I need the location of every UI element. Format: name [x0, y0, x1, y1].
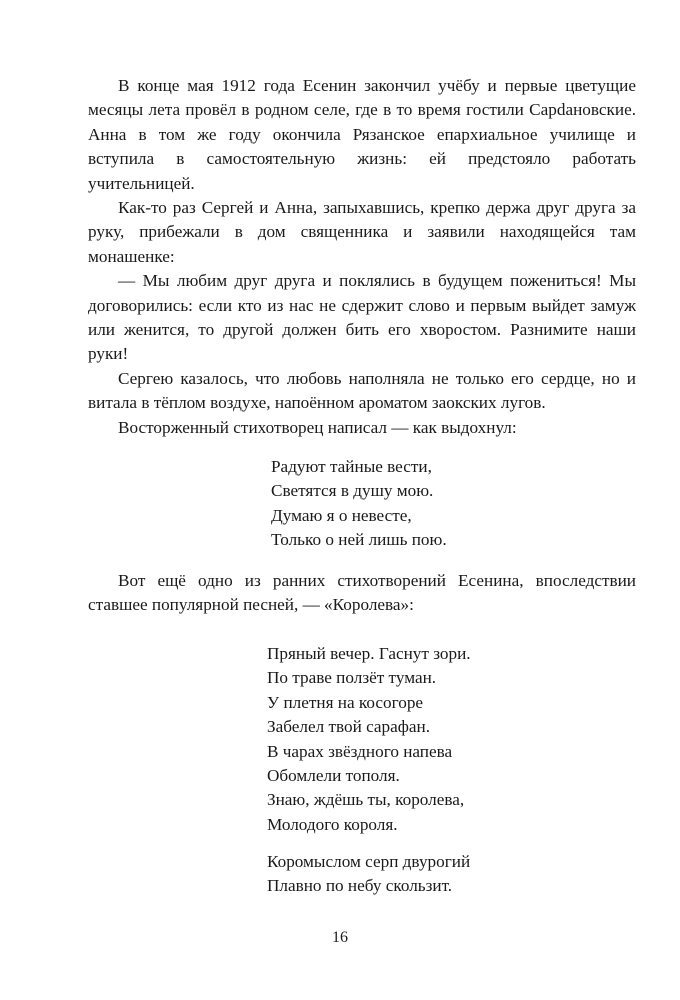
paragraph: Восторженный стихотворец написал — как выдохнул:: [118, 417, 517, 437]
page-number: 16: [332, 929, 348, 946]
verse-line: Забелел твой сарафан.: [267, 717, 431, 737]
poem-stanza: [271, 455, 447, 553]
verse-line: Молодого короля.: [267, 814, 398, 834]
prose-block: [88, 569, 636, 618]
verse-line: По траве ползёт туман.: [267, 668, 437, 688]
verse-line: У плетня на косогоре: [267, 692, 424, 712]
paragraph: Вот ещё одно из ранних стихотворений Есенина, впоследствии ставшее популярной песней, — «Королева»:: [88, 571, 636, 615]
verse-line: Пряный вечер. Гаснут зори.: [267, 644, 471, 663]
verse-line: Знаю, ждёшь ты, королева,: [267, 790, 465, 810]
prose-block: [88, 74, 636, 440]
paragraph: — Мы любим друг друга и поклялись в будущем пожениться! Мы договорились: если кто из нас не сдержит слово и первым выйдет замуж или женится, то другой должен бить его хворостом. Разнимите наши руки!: [88, 271, 636, 364]
poem-stanza: [267, 642, 471, 837]
verse-line: В чарах звёздного напева: [267, 741, 453, 761]
paragraph: Сергею казалось, что любовь наполняла не только его сердце, но и витала в тёплом воздухе, напоённом ароматом заокских лугов.: [88, 368, 636, 413]
verse-line: Радуют тайные вести,: [271, 457, 432, 476]
verse-line: Плавно по небу скользит.: [267, 876, 453, 896]
poem-stanza: [267, 850, 470, 899]
verse-line: Только о ней лишь пою.: [271, 530, 447, 550]
verse-line: Думаю я о невесте,: [271, 505, 412, 525]
paragraph: Как-то раз Сергей и Анна, запыхавшись, крепко держа друг друга за руку, прибежали в дом священника и заявили находящейся там монашенке:: [88, 198, 636, 266]
verse-line: Светятся в душу мою.: [271, 481, 434, 501]
verse-line: Обомлели тополя.: [267, 766, 400, 786]
paragraph: В конце мая 1912 года Есенин закончил учёбу и первые цветущие месяцы лета провёл в родном селе, где в то время гостили Сарdановские. Анна в том же году окончила Рязанское епархиальное училище и вступила в самостоятельную жизнь: ей предстояло работать учительницей.: [88, 76, 636, 193]
verse-line: Коромыслом серп двурогий: [267, 852, 471, 871]
